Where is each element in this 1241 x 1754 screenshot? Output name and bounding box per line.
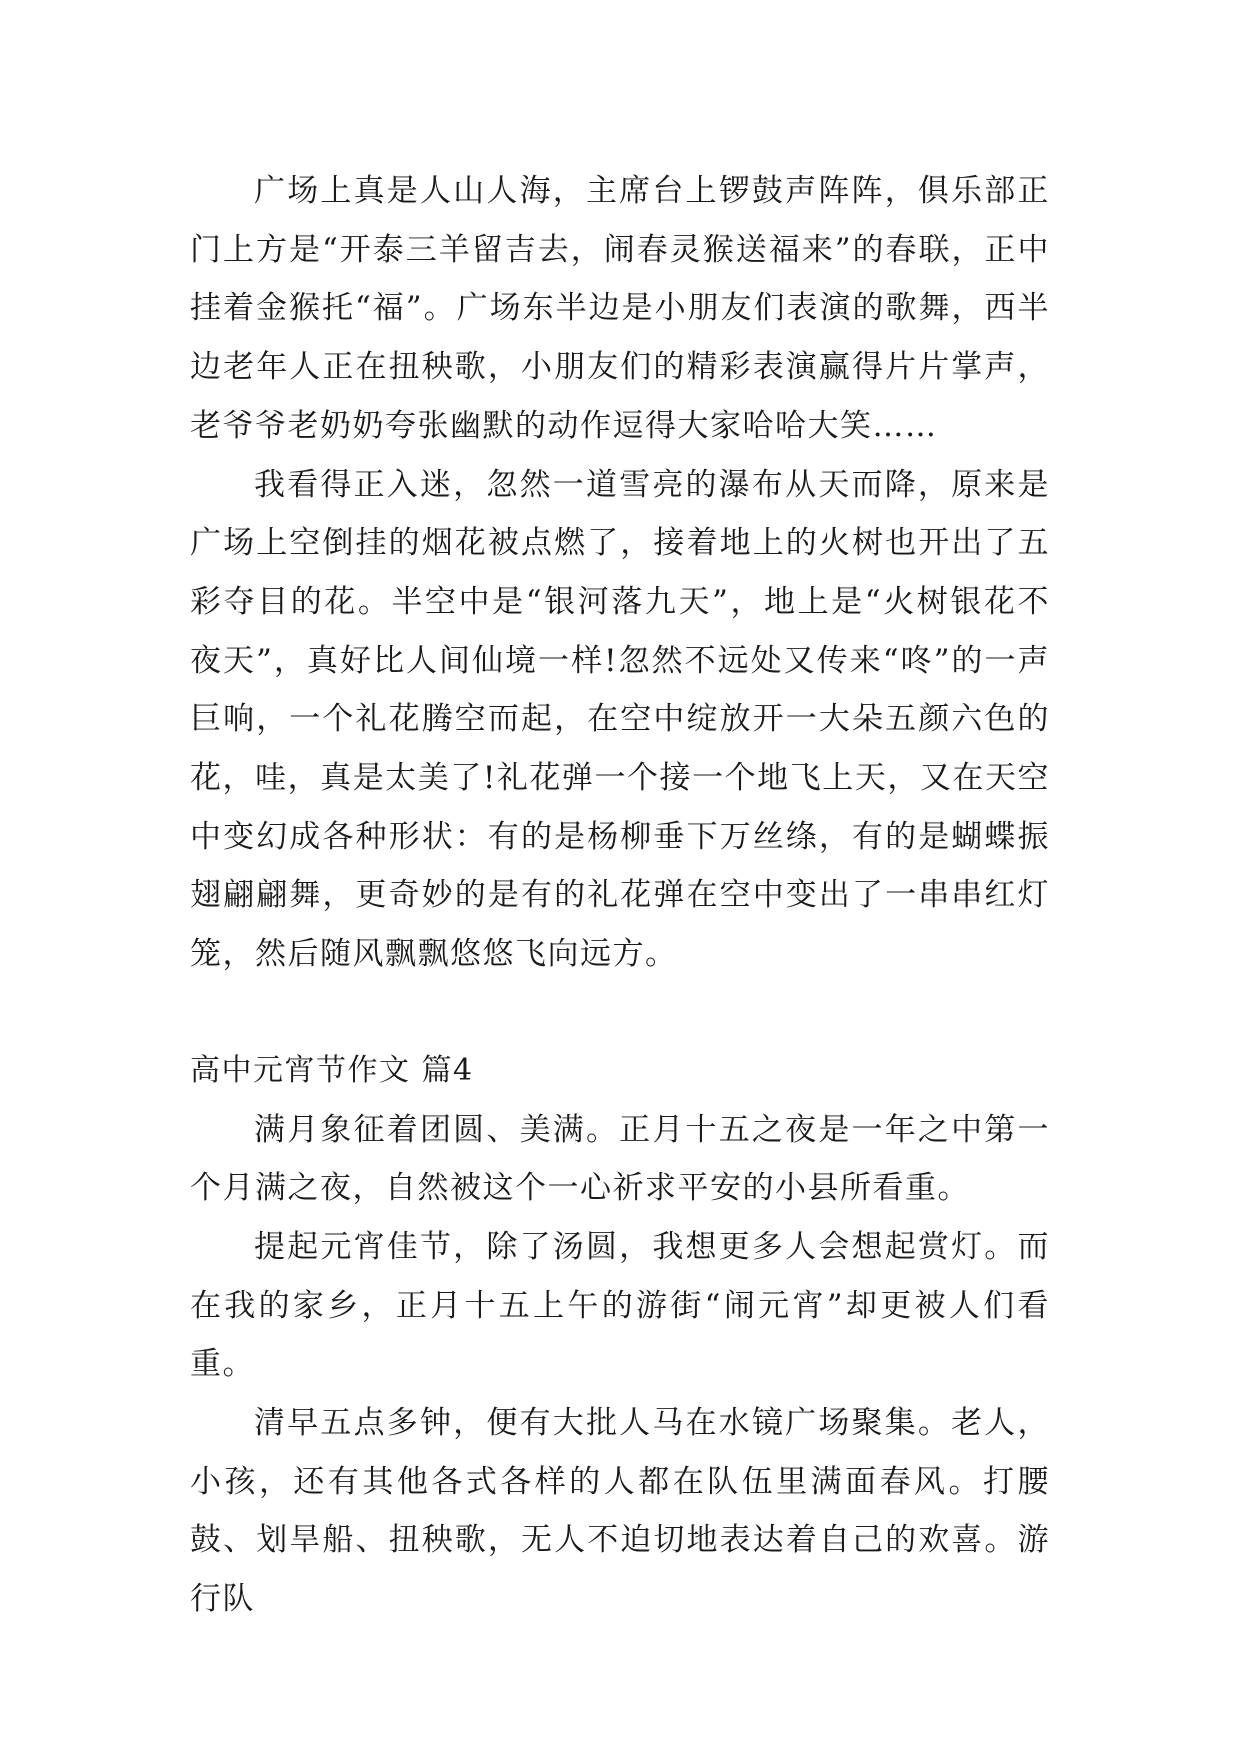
paragraph-full-moon: 满月象征着团圆、美满。正月十五之夜是一年之中第一个月满之夜，自然被这个一心祈求平安的小县所看重。 — [190, 1111, 1050, 1207]
section-gap — [190, 984, 1050, 1042]
paragraph-lantern-festival: 提起元宵佳节，除了汤圆，我想更多人会想起赏灯。而在我的家乡，正月十五上午的游街“闹元宵”却更被人们看重。 — [190, 1228, 1050, 1383]
paragraph-plaza-scene: 广场上真是人山人海，主席台上锣鼓声阵阵，俱乐部正门上方是“开泰三羊留吉去，闹春灵猴送福来”的春联，正中挂着金猴托“福”。广场东半边是小朋友们表演的歌舞，西半边老年人正在扭秧歌，小朋友们的精彩表演赢得片片掌声，老爷爷老奶奶夸张幽默的动作逗得大家哈哈大笑…… — [190, 173, 1050, 444]
paragraph-fireworks: 我看得正入迷，忽然一道雪亮的瀑布从天而降，原来是广场上空倒挂的烟花被点燃了，接着地上的火树也开出了五彩夺目的花。半空中是“银河落九天”，地上是“火树银花不夜天”，真好比人间仙境一样!忽然不远处又传来“咚”的一声巨响，一个礼花腾空而起，在空中绽放开一大朵五颜六色的花，哇，真是太美了!礼花弹一个接一个地飞上天，又在天空中变幻成各种形状：有的是杨柳垂下万丝绦，有的是蝴蝶振翅翩翩舞，更奇妙的是有的礼花弹在空中变出了一串串红灯笼，然后随风飘飘悠悠飞向远方。 — [190, 466, 1050, 973]
paragraph-parade: 清早五点多钟，便有大批人马在水镜广场聚集。老人，小孩，还有其他各式各样的人都在队伍里满面春风。打腰鼓、划旱船、扭秧歌，无人不迫切地表达着自己的欢喜。游行队 — [190, 1405, 1050, 1618]
document-body — [190, 162, 1050, 1629]
section-title: 高中元宵节作文 篇4 — [190, 1052, 474, 1088]
